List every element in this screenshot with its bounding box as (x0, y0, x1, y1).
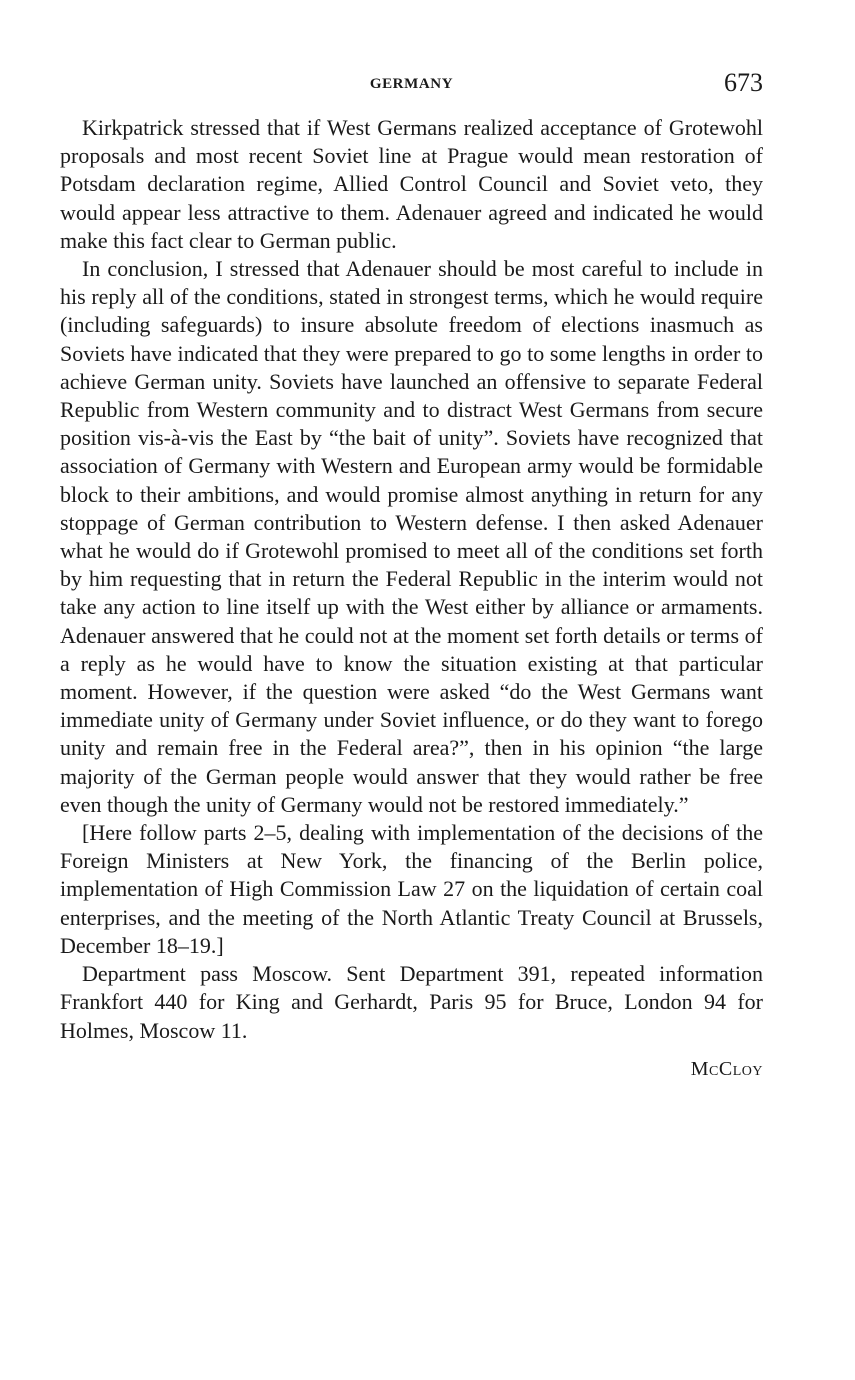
document-page (60, 68, 763, 1083)
document-body (60, 114, 763, 1045)
signature: McCloy (690, 1057, 763, 1080)
paragraph-editorial-note: [Here follow parts 2–5, dealing with implementation of the decisions of the Foreign Ministers at New York, the financing of the Berlin police, implementation of High Commission Law 27 on the liquidation of certain coal enterprises, and the meeting of the North Atlantic Treaty Council at Brussels, December 18–19.] (60, 820, 763, 958)
paragraph-kirkpatrick: Kirkpatrick stressed that if West Germans realized acceptance of Grotewohl proposals and most recent Soviet line at Prague would mean restoration of Potsdam declaration regime, Allied Control Council and Soviet veto, they would appear less attractive to them. Adenauer agreed and indicated he would make this fact clear to German public. (60, 115, 763, 253)
running-head: GERMANY (369, 76, 454, 92)
paragraph-conclusion: In conclusion, I stressed that Adenauer should be most careful to include in his reply all of the conditions, stated in strongest terms, which he would require (including safeguards) to insure absolute freedom of elections inasmuch as Soviets have indicated that they were prepared to go to some lengths in order to achieve German unity. Soviets have launched an offensive to separate Federal Republic from Western community and to distract West Germans from secure position vis-à-vis the East by “the bait of unity”. Soviets have recognized that association of Germany with Western and European army would be formidable block to their ambitions, and would promise almost anything in return for any stoppage of German contribution to Western defense. I then asked Adenauer what he would do if Grotewohl promised to meet all of the conditions set forth by him requesting that in return the Federal Republic in the interim would not take any action to line itself up with the West either by alliance or armaments. Adenauer answered that he could not at the moment set forth details or terms of a reply as he would have to know the situation existing at that particular moment. However, if the question were asked “do the West Germans want immediate unity of Germany under Soviet influence, or do they want to forego unity and remain free in the Federal area?”, then in his opinion “the large majority of the German people would answer that they would rather be free even though the unity of Germany would not be restored immediately.” (60, 256, 763, 817)
page-header (60, 68, 763, 102)
paragraph-distribution: Department pass Moscow. Sent Department 391, repeated information Frankfort 440 for King and Gerhardt, Paris 95 for Bruce, London 94 for Holmes, Moscow 11. (60, 961, 763, 1043)
page-number: 673 (724, 68, 763, 97)
